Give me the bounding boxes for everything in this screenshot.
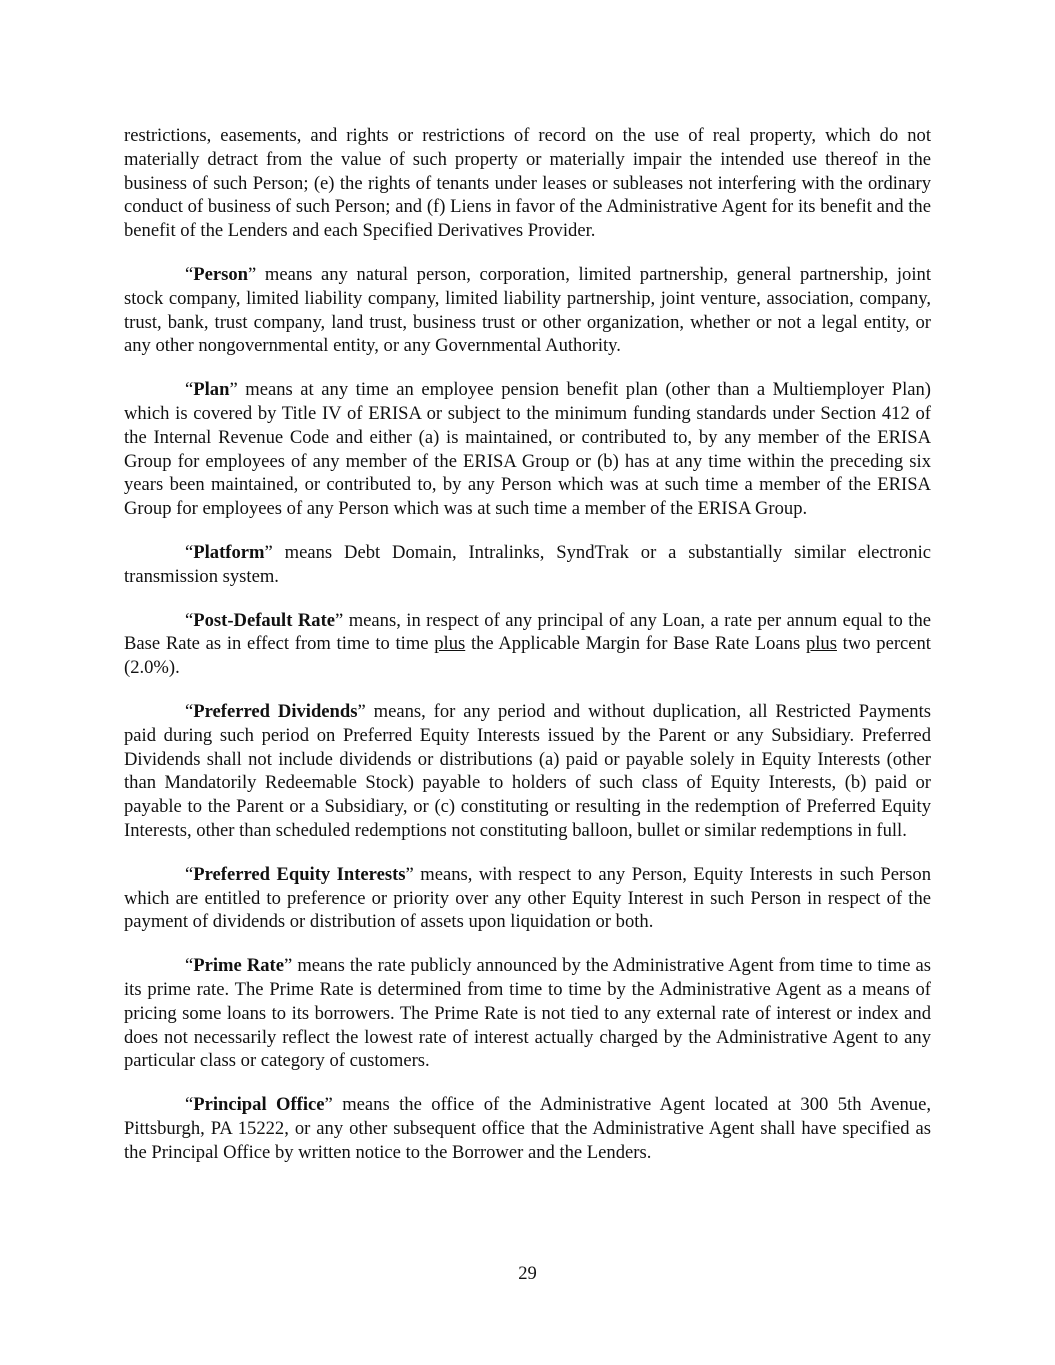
definition-post-default-rate <box>124 609 931 680</box>
definition-plan <box>124 378 931 521</box>
definition-text: ” means, with respect to any Person, Equity Interests in such Person which are entitled to preference or priority over any other Equity Interest in such Person in respect of the payment of dividends or distribution of assets upon liquidation or both. <box>124 863 931 933</box>
open-quote: “ <box>185 263 194 285</box>
definition-text: the Applicable Margin for Base Rate Loans <box>465 633 806 655</box>
definition-text: ” means Debt Domain, Intralinks, SyndTrak or a substantially similar electronic transmission system. <box>124 541 931 587</box>
definition-person <box>124 263 931 358</box>
continuation-paragraph: restrictions, easements, and rights or restrictions of record on the use of real property, which do not materially detract from the value of such property or materially impair the intended use thereof in the business of such Person; (e) the rights of tenants under leases or subleases not interfering with the ordinary conduct of business of such Person; and (f) Liens in favor of the Administrative Agent for its benefit and the benefit of the Lenders and each Specified Derivatives Provider. <box>124 125 931 242</box>
underlined-plus: plus <box>434 633 466 655</box>
open-quote: “ <box>185 1094 194 1116</box>
definition-text: ” means any natural person, corporation, limited partnership, general partnership, joint stock company, limited liability company, limited liability partnership, joint venture, association, company, trust, bank, trust company, land trust, business trust or other organization, whether or not a legal entity, or any other nongovernmental entity, or any Governmental Authority. <box>124 263 931 357</box>
defined-term: Post-Default Rate <box>193 609 336 631</box>
open-quote: “ <box>185 541 194 563</box>
definition-platform <box>124 541 931 589</box>
defined-term: Prime Rate <box>193 955 285 977</box>
defined-term: Platform <box>193 541 265 563</box>
definition-text: two percent (2.0%). <box>124 633 931 679</box>
underlined-plus: plus <box>805 633 837 655</box>
open-quote: “ <box>185 700 194 722</box>
document-page <box>124 124 931 1184</box>
page-number: 29 <box>518 1263 537 1284</box>
definition-principal-office <box>124 1093 931 1164</box>
definition-text: ” means, in respect of any principal of any Loan, a rate per annum equal to the Base Rate as in effect from time to time <box>124 609 931 655</box>
open-quote: “ <box>185 379 194 401</box>
definition-preferred-dividends <box>124 700 931 843</box>
defined-term: Preferred Dividends <box>193 700 358 722</box>
definition-text: ” means at any time an employee pension benefit plan (other than a Multiemployer Plan) which is covered by Title IV of ERISA or subject to the minimum funding standards under Section 412 of the Internal Revenue Code and either (a) is maintained, or contributed to, by any member of the ERISA Group for employees of any member of the ERISA Group or (b) has at any time within the preceding six years been maintained, or contributed to, by any Person which was at such time a member of the ERISA Group for employees of any Person which was at such time a member of the ERISA Group. <box>124 379 931 520</box>
definition-preferred-equity-interests <box>124 863 931 934</box>
open-quote: “ <box>185 863 194 885</box>
defined-term: Principal Office <box>193 1094 325 1116</box>
definition-prime-rate <box>124 954 931 1073</box>
definition-text: ” means, for any period and without duplication, all Restricted Payments paid during such period on Preferred Equity Interests issued by the Parent or any Subsidiary. Preferred Dividends shall not include dividends or distributions (a) paid or payable solely in Equity Interests (other than Mandatorily Redeemable Stock) payable to holders of such class of Equity Interests, (b) paid or payable to the Parent or a Subsidiary, or (c) constituting or resulting in the redemption of Preferred Equity Interests, other than scheduled redemptions not constituting balloon, bullet or similar redemptions in full. <box>124 700 932 841</box>
definition-text: ” means the office of the Administrative Agent located at 300 5th Avenue, Pittsburgh, PA 15222, or any other subsequent office that the Administrative Agent shall have specified as the Principal Office by written notice to the Borrower and the Lenders. <box>124 1094 931 1163</box>
defined-term: Person <box>193 263 249 285</box>
open-quote: “ <box>185 609 194 631</box>
definition-text: ” means the rate publicly announced by the Administrative Agent from time to time as its prime rate. The Prime Rate is determined from time to time by the Administrative Agent as a means of pricing some loans to its borrowers. The Prime Rate is not tied to any external rate of interest or index and does not necessarily reflect the lowest rate of interest actually charged by the Administrative Agent to any particular class or category of customers. <box>124 955 931 1072</box>
defined-term: Plan <box>193 379 230 401</box>
defined-term: Preferred Equity Interests <box>193 863 406 885</box>
open-quote: “ <box>185 955 194 977</box>
